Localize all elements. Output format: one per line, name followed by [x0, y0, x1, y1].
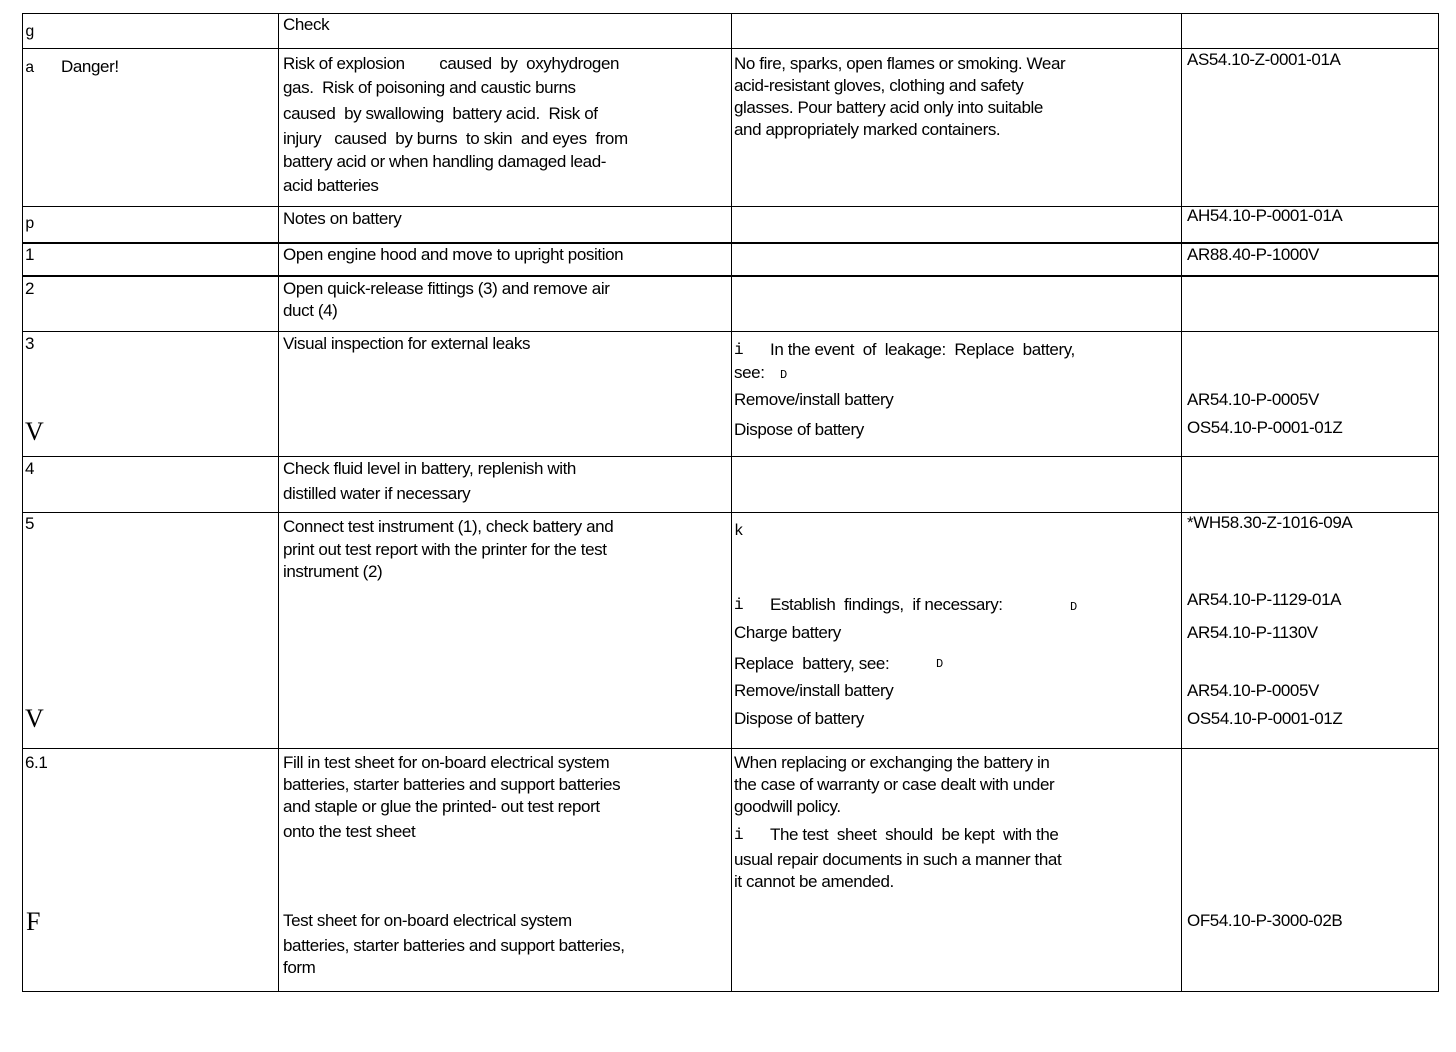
item-link[interactable]: Remove/install battery — [734, 681, 894, 700]
note-text: glasses. Pour battery acid only into suitable — [734, 98, 1043, 117]
see-symbol-icon: V — [25, 417, 44, 446]
note-text: see: — [734, 363, 765, 382]
item-link[interactable]: Dispose of battery — [734, 420, 864, 439]
step-text: injury caused by burns to skin and eyes from — [283, 129, 628, 148]
step-number: 4 — [25, 459, 35, 478]
step-text: Check — [283, 15, 330, 34]
info-icon: i — [734, 341, 744, 359]
step-number: 2 — [25, 279, 35, 298]
step-text: battery acid or when handling damaged lead- — [283, 152, 607, 171]
notes-symbol-icon: p — [25, 215, 35, 233]
note-text: acid-resistant gloves, clothing and safety — [734, 76, 1024, 95]
step-text: Fill in test sheet for on-board electrical system — [283, 753, 610, 772]
step-text: Visual inspection for external leaks — [283, 334, 531, 353]
reference-link[interactable]: AR54.10-P-1129-01A — [1187, 590, 1342, 609]
step-number: 3 — [25, 334, 35, 353]
reference-link[interactable]: AR88.40-P-1000V — [1187, 245, 1319, 264]
tool-symbol-icon: k — [734, 522, 744, 540]
note-text: The test sheet should be kept with the — [770, 825, 1059, 844]
item-link[interactable]: Charge battery — [734, 623, 841, 642]
note-text: No fire, sparks, open flames or smoking. Wear — [734, 54, 1066, 73]
step-text: Open engine hood and move to upright position — [283, 245, 624, 264]
col-divider — [22, 13, 23, 991]
form-text: form — [283, 958, 316, 977]
reference-link[interactable]: AR54.10-P-1130V — [1187, 623, 1318, 642]
document-link-icon[interactable]: D — [936, 657, 944, 671]
step-text: Notes on battery — [283, 209, 402, 228]
form-symbol-icon: F — [26, 907, 41, 936]
step-text: caused by swallowing battery acid. Risk of — [283, 104, 598, 123]
item-link[interactable]: Dispose of battery — [734, 709, 864, 728]
reference-link[interactable]: AR54.10-P-0005V — [1187, 681, 1319, 700]
reference-link[interactable]: OS54.10-P-0001-01Z — [1187, 709, 1343, 728]
step-text: duct (4) — [283, 301, 338, 320]
note-text: Replace battery, see: — [734, 654, 890, 673]
note-text: Establish findings, if necessary: — [770, 595, 1003, 614]
step-text: print out test report with the printer for the test — [283, 540, 607, 559]
form-text: Test sheet for on-board electrical system — [283, 911, 572, 930]
step-number: 5 — [25, 514, 35, 533]
reference-link[interactable]: AR54.10-P-0005V — [1187, 390, 1319, 409]
reference-link[interactable]: AS54.10-Z-0001-01A — [1187, 50, 1341, 69]
item-link[interactable]: Remove/install battery — [734, 390, 894, 409]
reference-link[interactable]: *WH58.30-Z-1016-09A — [1187, 513, 1353, 532]
note-text: When replacing or exchanging the battery in — [734, 753, 1050, 772]
info-icon: i — [734, 826, 744, 844]
col-divider — [1181, 13, 1182, 991]
reference-link[interactable]: AH54.10-P-0001-01A — [1187, 206, 1343, 225]
note-text: usual repair documents in such a manner that — [734, 850, 1062, 869]
step-text: Check fluid level in battery, replenish with — [283, 459, 576, 478]
danger-label: Danger! — [61, 57, 119, 76]
step-text: acid batteries — [283, 176, 379, 195]
note-text: it cannot be amended. — [734, 872, 894, 891]
info-icon: i — [734, 596, 744, 614]
col-divider — [1438, 13, 1439, 991]
step-text: batteries, starter batteries and support batteries — [283, 775, 621, 794]
note-text: In the event of leakage: Replace battery, — [770, 340, 1075, 359]
document-link-icon[interactable]: D — [1070, 600, 1078, 614]
note-text: and appropriately marked containers. — [734, 120, 1001, 139]
danger-symbol-icon: a — [25, 59, 35, 77]
document-link-icon[interactable]: D — [780, 368, 788, 382]
step-text: gas. Risk of poisoning and caustic burns — [283, 78, 576, 97]
note-text: the case of warranty or case dealt with under — [734, 775, 1055, 794]
note-text: goodwill policy. — [734, 797, 841, 816]
step-text: and staple or glue the printed- out test report — [283, 797, 600, 816]
step-text: Risk of explosion caused by oxyhydrogen — [283, 54, 620, 73]
reference-link[interactable]: OS54.10-P-0001-01Z — [1187, 418, 1343, 437]
step-number: 6.1 — [25, 753, 48, 772]
step-text: Open quick-release fittings (3) and remove air — [283, 279, 610, 298]
step-text: Connect test instrument (1), check battery and — [283, 517, 614, 536]
row-divider — [22, 991, 1439, 992]
form-text: batteries, starter batteries and support batteries, — [283, 936, 625, 955]
step-text: distilled water if necessary — [283, 484, 471, 503]
step-number: 1 — [25, 245, 35, 264]
step-text: onto the test sheet — [283, 822, 416, 841]
col-divider — [278, 13, 279, 991]
see-symbol-icon: V — [25, 704, 44, 733]
col-divider — [731, 13, 732, 991]
reference-link[interactable]: OF54.10-P-3000-02B — [1187, 911, 1343, 930]
step-text: instrument (2) — [283, 562, 383, 581]
check-symbol-icon: g — [25, 23, 35, 41]
